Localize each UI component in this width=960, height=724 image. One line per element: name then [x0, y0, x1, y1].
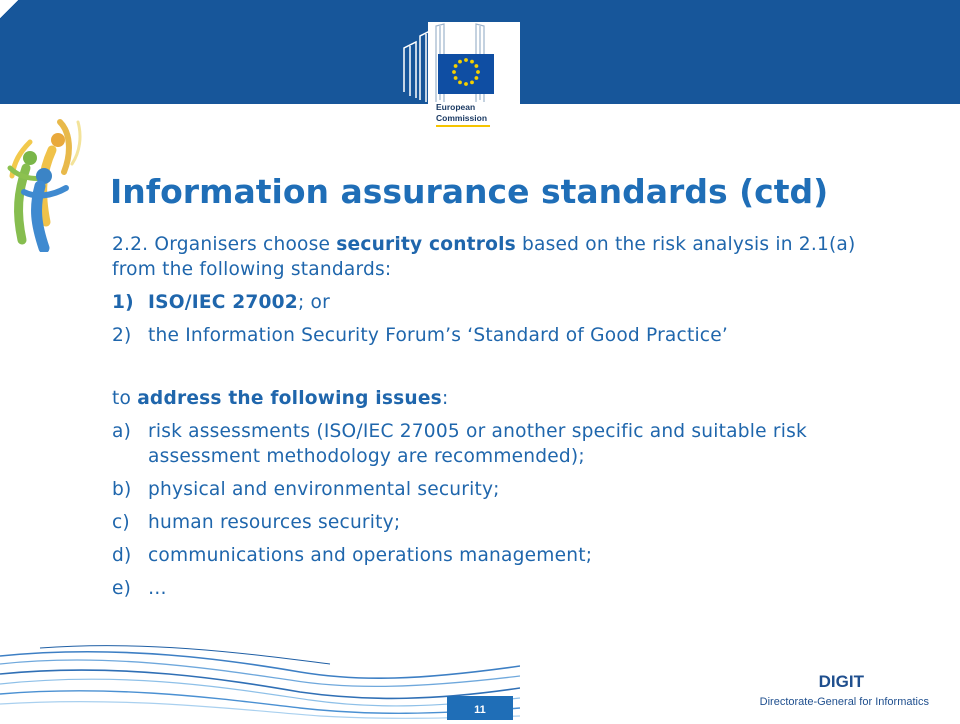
issues-intro-bold: address the following issues [137, 388, 442, 409]
slide-title: Information assurance standards (ctd) [110, 172, 829, 211]
list-text: … [148, 578, 167, 599]
list-marker: c) [112, 512, 130, 533]
list-marker: b) [112, 479, 132, 500]
list-text: risk assessments (ISO/IEC 27005 or another specific and suitable risk assessment methodology are recommended); [148, 421, 807, 467]
list-text: the Information Security Forum’s ‘Standard of Good Practice’ [148, 325, 728, 346]
list-text: human resources security; [148, 512, 401, 533]
standard-name: ISO/IEC 27002 [148, 292, 298, 313]
intro-text-1: 2.2. Organisers choose [112, 234, 337, 255]
org-full-name: Directorate-General for Informatics [759, 696, 929, 708]
issue-item-e [112, 576, 902, 601]
list-text [148, 290, 902, 315]
spacer [112, 356, 902, 386]
standard-item-2 [112, 323, 902, 348]
logo-line-2: Commission [436, 113, 488, 123]
intro-bold: security controls [336, 234, 516, 255]
standard-item-1 [112, 290, 902, 315]
standard-suffix: ; or [297, 292, 330, 313]
list-marker: e) [112, 578, 132, 599]
people-figures-icon [0, 112, 110, 252]
slide-body [112, 232, 902, 609]
list-text: physical and environmental security; [148, 479, 500, 500]
issue-item-d [112, 543, 902, 568]
logo-underline [436, 125, 490, 127]
wave-lines-icon [0, 640, 520, 720]
issues-intro-text-2: : [441, 388, 449, 409]
page-fold-corner [0, 0, 18, 18]
issue-item-b [112, 477, 902, 502]
page-number-tab: 11 [447, 696, 513, 720]
list-marker: a) [112, 421, 132, 442]
issue-item-c [112, 510, 902, 535]
intro-text-2: based on the risk analysis in 2.1(a) from the following standards: [112, 234, 856, 280]
logo-line-1: European [436, 102, 476, 112]
intro-paragraph [112, 232, 902, 282]
list-marker: 2) [112, 325, 132, 346]
issues-intro-text-1: to [112, 388, 138, 409]
issue-item-a [112, 419, 902, 469]
list-text: communications and operations management; [148, 545, 593, 566]
issues-intro [112, 386, 902, 411]
list-marker: d) [112, 545, 132, 566]
logo-wordmark [436, 102, 516, 124]
org-short-name: DIGIT [818, 672, 864, 691]
list-marker: 1) [112, 292, 134, 313]
